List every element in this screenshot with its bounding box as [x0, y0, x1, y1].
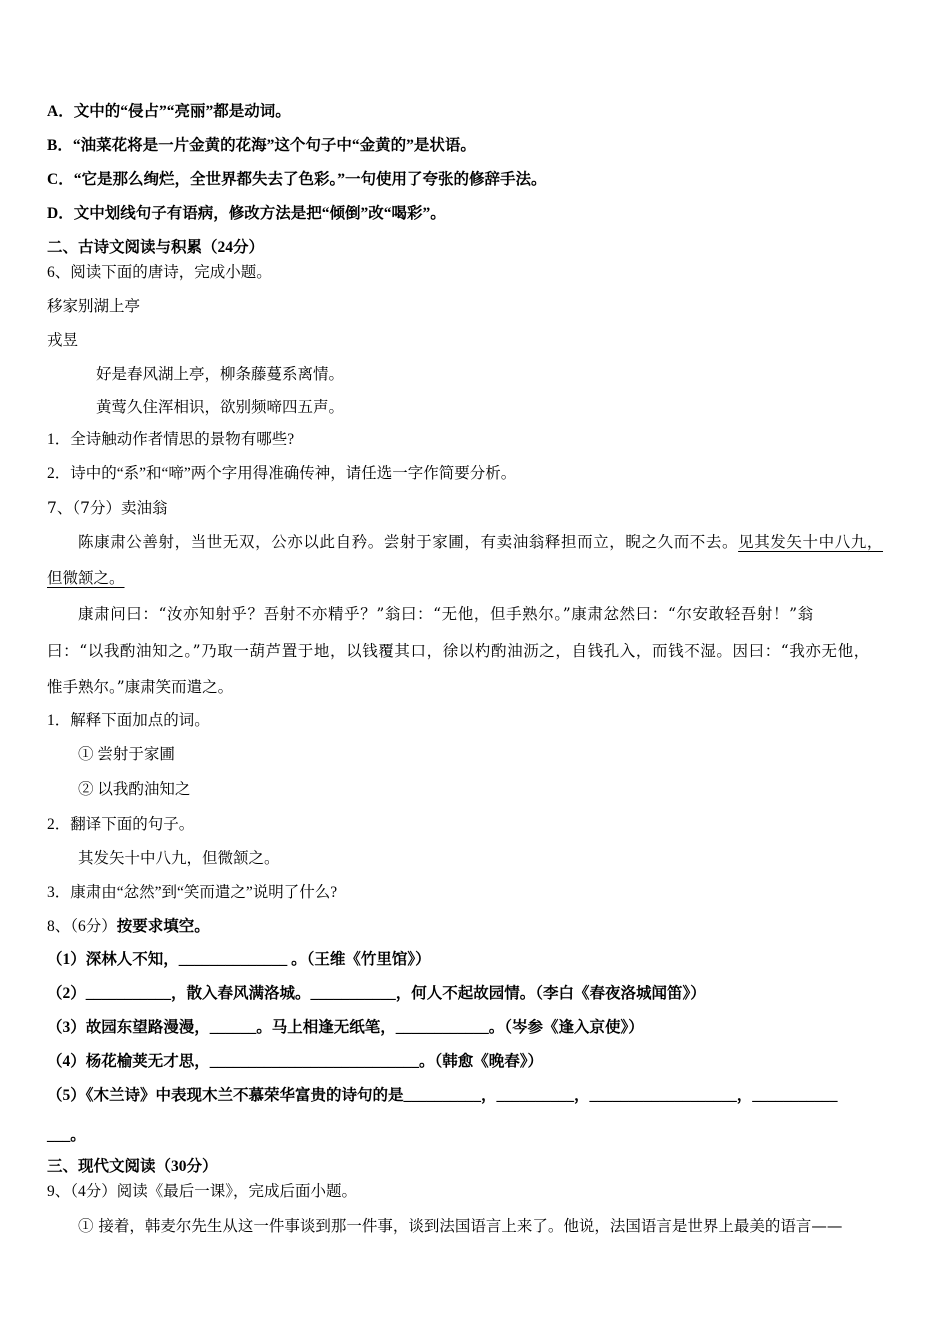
q7-sub1-item-a: ① 尝射于家圃: [78, 746, 175, 763]
q8-item-1: （1）深林人不知，______________ 。（王维《竹里馆》）: [47, 951, 431, 968]
option-d: D．文中划线句子有语病，修改方法是把“倾倒”改“喝彩”。: [47, 205, 446, 222]
q8-instruction: 按要求填空。: [116, 918, 210, 935]
q8-item-5-line-1: （5）《木兰诗》中表现木兰不慕荣华富贵的诗句的是__________，__________，___________________，___________: [47, 1087, 838, 1104]
q9-prompt: 9、（4分）阅读《最后一课》，完成后面小题。: [47, 1183, 358, 1200]
q7-p1-text: 陈康肃公善射，当世无双，公亦以此自矜。尝射于家圃，有卖油翁释担而立，睨之久而不去。: [78, 533, 739, 551]
q8-item-2: （2）___________，散入春风满洛城。___________，何人不起故园情。（李白《春夜洛城闻笛》）: [47, 985, 706, 1002]
poem-line-1: 好是春风湖上亭，柳条藤蔓系离情。: [96, 365, 345, 383]
poem-title: 移家别湖上亭: [47, 297, 141, 315]
q7-paragraph-1-line-1: [78, 532, 883, 552]
q7-sub2: 2．翻译下面的句子。: [47, 816, 195, 833]
poem-line-2: 黄莺久住浑相识，欲别频啼四五声。: [96, 398, 345, 416]
poem-author: 戎昱: [47, 331, 79, 349]
q7-paragraph-2-line-1: 康肃问曰：“汝亦知射乎？吾射不亦精乎？”翁曰：“无他，但手熟尔。”康肃忿然曰：“尔安敢轻吾射！”翁: [78, 605, 814, 623]
q8-item-5-line-2: ___。: [47, 1127, 86, 1144]
q7-sub1-item-b: ② 以我酌油知之: [78, 781, 191, 798]
q7-paragraph-1-line-2: 但微颔之。: [47, 569, 125, 587]
option-a: A．文中的“侵占”“亮丽”都是动词。: [47, 103, 291, 120]
section3-heading: 三、现代文阅读（30分）: [47, 1158, 218, 1175]
q8-item-3: （3）故园东望路漫漫，______。马上相逢无纸笔，____________。（岑参《逢入京使》）: [47, 1019, 644, 1036]
section2-heading: 二、古诗文阅读与积累（24分）: [47, 239, 265, 256]
q6-sub1: 1．全诗触动作者情思的景物有哪些?: [47, 431, 295, 448]
q7-paragraph-2-line-3: 惟手熟尔。”康肃笑而遣之。: [47, 678, 234, 696]
option-b: B．“油菜花将是一片金黄的花海”这个句子中“金黄的”是状语。: [47, 137, 476, 154]
q7-prompt: 7、（7分）卖油翁: [47, 499, 168, 517]
q6-sub2: 2．诗中的“系”和“啼”两个字用得准确传神，请任选一字作简要分析。: [47, 465, 517, 482]
q7-sub2-sentence: 其发矢十中八九，但微颔之。: [78, 850, 280, 867]
q8-prompt: [47, 917, 210, 937]
q7-p1-underlined: 见其发矢十中八九，: [738, 533, 884, 551]
option-c: C．“它是那么绚烂，全世界都失去了色彩。”一句使用了夸张的修辞手法。: [47, 171, 547, 188]
q9-paragraph-1: ① 接着，韩麦尔先生从这一件事谈到那一件事，谈到法国语言上来了。他说，法国语言是世界上最美的语言——: [78, 1217, 843, 1235]
q6-prompt: 6、阅读下面的唐诗，完成小题。: [47, 264, 272, 281]
q7-sub1: 1．解释下面加点的词。: [47, 712, 210, 729]
q7-paragraph-2-line-2: 曰：“以我酌油知之。”乃取一葫芦置于地，以钱覆其口，徐以杓酌油沥之，自钱孔入，而钱不湿。因曰：“我亦无他，: [47, 642, 870, 660]
q8-item-4: （4）杨花榆荚无才思，___________________________。（韩愈《晚春》）: [47, 1053, 544, 1070]
q7-sub3: 3．康肃由“忿然”到“笑而遣之”说明了什么?: [47, 884, 338, 901]
q8-points: 8、（6分）: [47, 918, 117, 935]
